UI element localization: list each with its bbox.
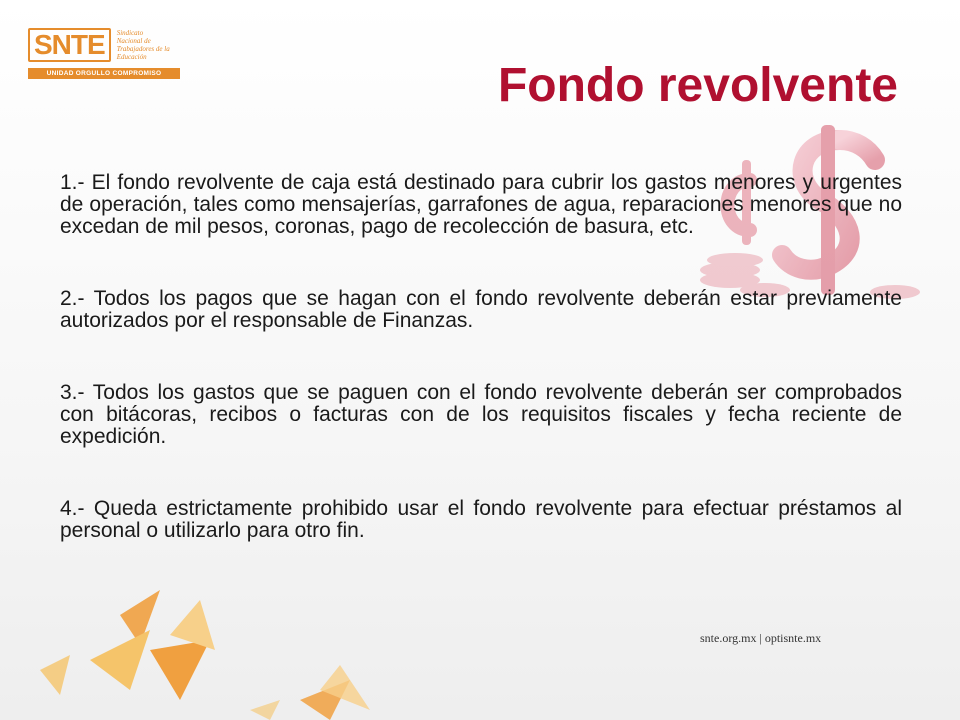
rule-paragraph: 3.- Todos los gastos que se paguen con el fondo revolvente deberán ser comprobados con bitácoras, recibos o facturas con de los requisitos fiscales y fecha reciente de expedición. [60, 381, 902, 448]
logo-name-line: Sindicato [116, 29, 144, 37]
logo-name-line: Trabajadores de la [116, 45, 170, 53]
logo-slogan: UNIDAD ORGULLO COMPROMISO [28, 68, 180, 79]
rule-paragraph: 2.- Todos los pagos que se hagan con el fondo revolvente deberán estar previamente autorizados por el responsable de Finanzas. [60, 287, 902, 332]
logo-name-line: Educación [116, 53, 147, 61]
rule-paragraph: 1.- El fondo revolvente de caja está destinado para cubrir los gastos menores y urgentes de operación, tales como mensajerías, garrafones de agua, reparaciones menores que no excedan de mil pesos, coronas, pago de recolección de basura, etc. [60, 171, 902, 238]
snte-logo [28, 28, 188, 88]
slide-title: Fondo revolvente [497, 59, 898, 112]
logo-full-name [117, 29, 188, 61]
rule-paragraph: 4.- Queda estrictamente prohibido usar el fondo revolvente para efectuar préstamos al personal o utilizarlo para otro fin. [60, 497, 902, 542]
logo-name-line: Nacional de [116, 37, 151, 45]
footer-website: snte.org.mx | optisnte.mx [700, 631, 822, 645]
slide-body [60, 172, 902, 592]
logo-acronym: SNTE [28, 28, 111, 62]
